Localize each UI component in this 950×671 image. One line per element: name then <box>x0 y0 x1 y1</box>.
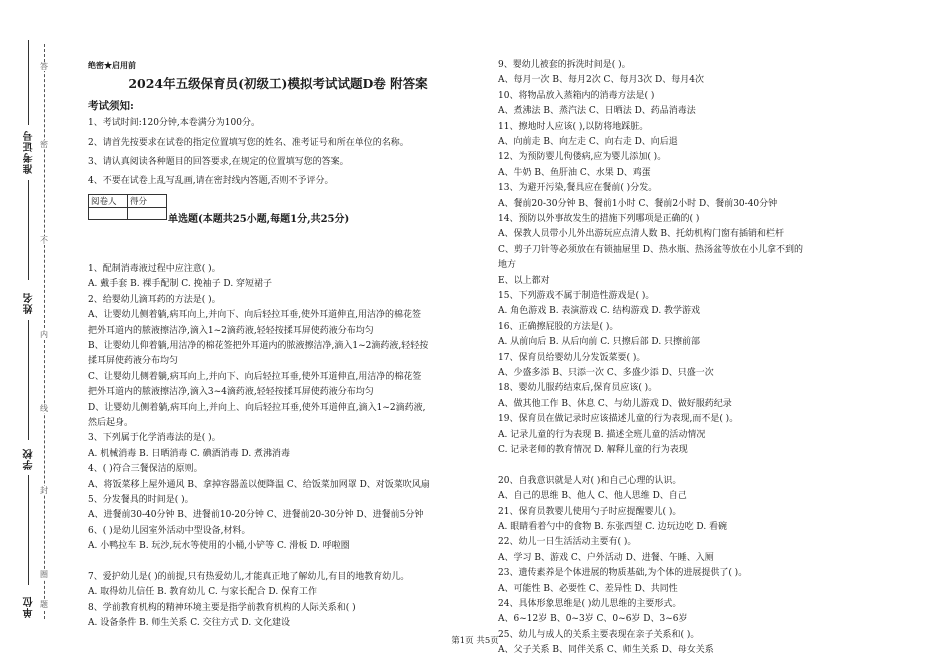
question-line: 3、下列属于化学消毒法的是( )。 <box>88 433 221 444</box>
unit-label: 单位 <box>24 596 35 618</box>
answer-options: A. 记录儿童的行为表现 B. 描述全班儿童的活动情况 <box>498 429 706 440</box>
answer-options: B、让婴幼儿仰着躺,用洁净的棉花签把外耳道内的脓液擦洁净,滴入1~2滴药液,轻轻按 <box>88 341 429 351</box>
cut-mark: 题 <box>40 600 48 609</box>
question-line: 21、保育员教婴儿使用勺子时应提醒婴儿( )。 <box>498 506 682 517</box>
answer-options: A、自己的思维 B、他人 C、他人思维 D、自己 <box>498 491 687 502</box>
answer-options: A. 设备条件 B. 师生关系 C. 交往方式 D. 文化建设 <box>88 618 291 629</box>
name-label: 姓名 <box>24 292 35 314</box>
school-label: 学校 <box>24 448 35 470</box>
question-line: 把外耳道内的脓液擦洁净,滴入1~2滴药液,轻轻按揉耳屏使药液分布均匀 <box>88 325 374 336</box>
answer-options: A. 眼睛看着勺中的食物 B. 东张西望 C. 边玩边吃 D. 看碗 <box>498 522 728 532</box>
cut-mark: 封 <box>40 486 48 495</box>
section-heading: 单选题(本题共25小题,每题1分,共25分) <box>168 214 350 225</box>
question-line: 16、正确擦屁股的方法是( )。 <box>498 321 619 332</box>
question-line: 6、( )是幼儿园室外活动中型设备,材料。 <box>88 525 251 536</box>
question-line: 1、配制消毒液过程中应注意( )。 <box>88 264 221 274</box>
cut-mark: 密 <box>40 140 48 149</box>
school-line <box>28 475 29 585</box>
grader-blank[interactable] <box>89 208 128 220</box>
question-line: 18、婴幼儿服药结束后,保育员应该( )。 <box>498 383 658 394</box>
exam-number-line <box>28 40 29 125</box>
answer-options: A、煮沸法 B、蒸汽法 C、日晒法 D、药品消毒法 <box>498 106 696 117</box>
question-line: 24、具体形象思维是( )幼儿思维的主要形式。 <box>498 599 682 609</box>
answer-options: A、将饭菜移上屋外通风 B、拿掉容器盖以便降温 C、给饭菜加网罩 D、对饭菜吹风扇 <box>88 479 430 490</box>
notice-item: 4、不要在试卷上乱写乱画,请在密封线内答题,否则不予评分。 <box>88 176 334 186</box>
question-line: 2、给婴幼儿滴耳药的方法是( )。 <box>88 294 221 305</box>
answer-options: A、可能性 B、必要性 C、差异性 D、共同性 <box>498 583 678 594</box>
answer-options: A、牛奶 B、鱼肝油 C、水果 D、鸡蛋 <box>498 167 651 178</box>
answer-options: A. 机械消毒 B. 日晒消毒 C. 碘酒消毒 D. 煮沸消毒 <box>88 448 291 459</box>
cut-mark-top: 答 <box>40 62 48 71</box>
notice-item: 3、请认真阅读各种题目的回答要求,在规定的位置填写您的答案。 <box>88 157 349 167</box>
question-line: 4、( )符合三餐保洁的原则。 <box>88 464 203 475</box>
question-line: 揉耳屏使药液分布均匀 <box>88 356 179 367</box>
answer-options: C、剪子刀针等必须放在有锁抽屉里 D、热水瓶、热汤盆等放在小儿拿不到的 <box>498 244 803 255</box>
answer-options: A、6~12岁 B、0~3岁 C、0~6岁 D、3~6岁 <box>498 614 688 625</box>
answer-options: A. 角色游戏 B. 表演游戏 C. 结构游戏 D. 教学游戏 <box>498 306 701 317</box>
question-line: 22、幼儿一日生活活动主要有( )。 <box>498 537 637 548</box>
answer-options: A、保教人员带小儿外出游玩应点清人数 B、托幼机构门窗有插销和栏杆 <box>498 229 784 240</box>
question-line: 11、擦地时人应该( ),以防将地踩脏。 <box>498 121 649 132</box>
exam-number-label: 准考证号 <box>24 130 35 174</box>
question-line: 17、保育员给婴幼儿分发饭菜要( )。 <box>498 352 646 363</box>
answer-options: A、进餐前30-40分钟 B、进餐前10-20分钟 C、进餐前20-30分钟 D、进餐前5分钟 <box>88 510 424 521</box>
notice-heading: 考试须知: <box>88 100 134 112</box>
notice-item: 1、考试时间:120分钟,本卷满分为100分。 <box>88 118 260 128</box>
answer-options: A. 从前向后 B. 从后向前 C. 只擦后部 D. 只擦前部 <box>498 337 701 348</box>
answer-options: E、以上都对 <box>498 275 550 286</box>
page-footer: 第1页 共5页 <box>451 636 499 646</box>
question-line: 9、婴幼儿被套的拆洗时间是( )。 <box>498 60 631 70</box>
question-line: 10、将物品放入蒸箱内的消毒方法是( ) <box>498 90 655 101</box>
answer-options: D、让婴幼儿侧着躺,病耳向上,并向上、向后轻拉耳垂,使外耳道伸直,滴入1~2滴药液, <box>88 402 426 413</box>
answer-options: A、向前走 B、向左走 C、向右走 D、向后退 <box>498 137 678 147</box>
question-line: 然后起身。 <box>88 418 134 428</box>
answer-options: A、餐前20-30分钟 B、餐前1小时 C、餐前2小时 D、餐前30-40分钟 <box>498 198 778 209</box>
exam-page <box>88 0 948 671</box>
question-line: 23、遗传素养是个体进展的物质基础,为个体的进展提供了( )。 <box>498 568 748 579</box>
page-title: 2024年五级保育员(初级工)模拟考试试题D卷 附答案 <box>128 76 428 91</box>
question-line: 把外耳道内的脓液擦洁净,滴入3~4滴药液,轻轻按揉耳屏使药液分布均匀 <box>88 387 374 398</box>
question-line: 20、自我意识就是人对( )和自己心理的认识。 <box>498 475 682 486</box>
question-line: 19、保育员在做记录时应该描述儿童的行为表现,而不是( )。 <box>498 414 739 425</box>
question-line: 13、为避开污染,餐具应在餐前( )分发。 <box>498 183 658 194</box>
cut-mark: 不 <box>40 236 48 245</box>
score-cell: 得分 <box>128 195 167 208</box>
answer-options: A、学习 B、游戏 C、户外活动 D、进餐、午睡、入厕 <box>498 552 714 563</box>
question-line: 15、下列游戏不属于制造性游戏是( )。 <box>498 291 655 301</box>
question-line: 12、为预防婴儿佝偻病,应为婴儿添加( )。 <box>498 152 667 163</box>
exam-number-line-2 <box>28 180 29 280</box>
score-blank[interactable] <box>128 208 167 220</box>
question-line: 地方 <box>498 260 517 271</box>
grader-cell: 阅卷人 <box>89 195 128 208</box>
question-line: 7、爱护幼儿是( )的前提,只有热爱幼儿,才能真正地了解幼儿,有目的地教育幼儿。 <box>88 572 410 582</box>
score-table <box>88 194 167 220</box>
cut-mark: 内 <box>40 330 48 339</box>
answer-options: C、让婴幼儿侧着躺,病耳向上,并向下、向后轻拉耳垂,使外耳道伸直,用洁净的棉花签 <box>88 371 422 382</box>
question-line: 25、幼儿与成人的关系主要表现在亲子关系和( )。 <box>498 629 700 640</box>
answer-options: A. 戴手套 B. 裸手配制 C. 挽袖子 D. 穿短裙子 <box>88 279 273 290</box>
answer-options: A、做其他工作 B、休息 C、与幼儿游戏 D、做好服药纪录 <box>498 398 732 409</box>
cut-mark: 圈 <box>40 570 48 579</box>
cut-mark: 线 <box>40 404 48 413</box>
answer-options: A、父子关系 B、同伴关系 C、师生关系 D、母女关系 <box>498 645 714 656</box>
answer-options: A、让婴幼儿侧着躺,病耳向上,并向下、向后轻拉耳垂,使外耳道伸直,用洁净的棉花签 <box>88 310 421 321</box>
answer-options: A. 取得幼儿信任 B. 教育幼儿 C. 与家长配合 D. 保育工作 <box>88 587 318 598</box>
answer-options: C. 记录老师的教育情况 D. 解释儿童的行为表现 <box>498 445 688 455</box>
secret-mark: 绝密★启用前 <box>88 60 136 70</box>
name-line <box>28 320 29 440</box>
question-line: 14、预防以外事故发生的措施下列哪项是正确的( ) <box>498 214 700 224</box>
answer-options: A、每月一次 B、每月2次 C、每月3次 D、每月4次 <box>498 75 704 86</box>
notice-item: 2、请首先按要求在试卷的指定位置填写您的姓名、准考证号和所在单位的名称。 <box>88 138 409 148</box>
question-line: 5、分发餐具的时间是( )。 <box>88 495 194 505</box>
question-line: 8、学前教育机构的精神环境主要是指学前教育机构的人际关系和( ) <box>88 602 356 613</box>
answer-options: A. 小鸭拉车 B. 玩沙,玩水等使用的小桶,小铲等 C. 滑板 D. 呼啦圈 <box>88 541 350 552</box>
binding-sidebar <box>0 0 72 671</box>
answer-options: A、少盛多添 B、只添一次 C、多盛少添 D、只盛一次 <box>498 368 714 378</box>
